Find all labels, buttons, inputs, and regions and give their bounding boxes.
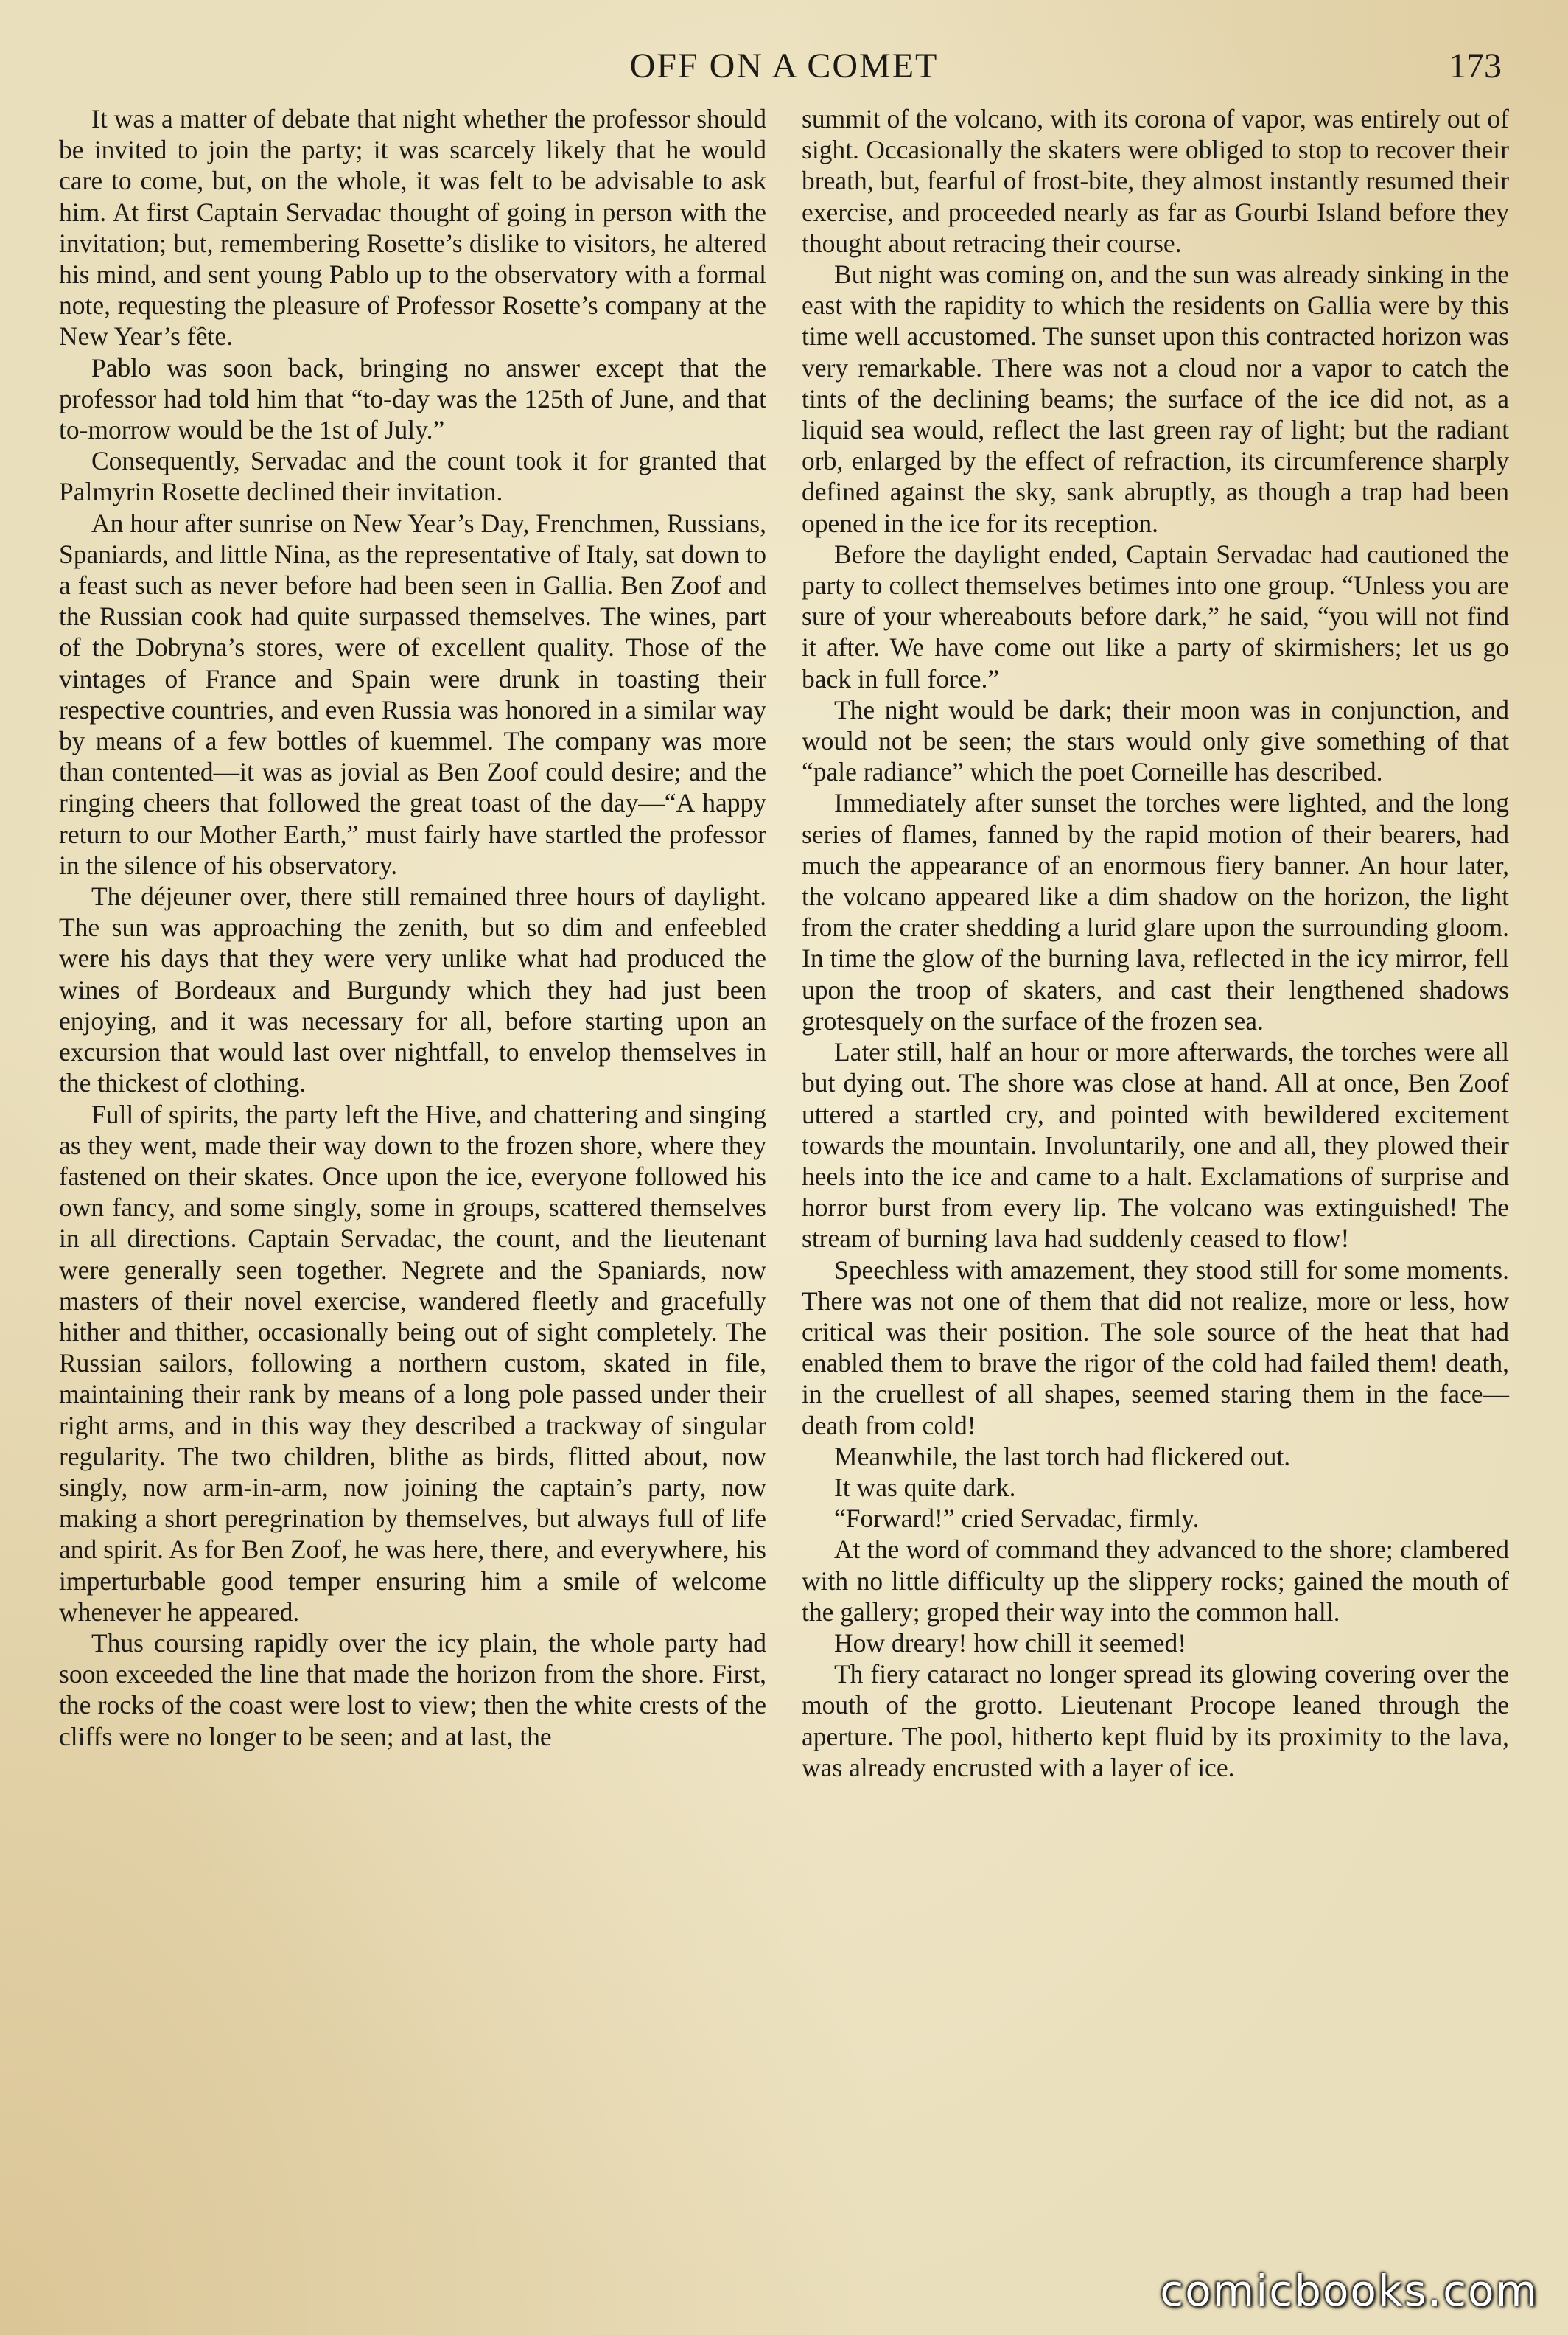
- paragraph: The night would be dark; their moon was in conjunction, and would not be seen; the stars would only give something of that “pale radiance” which the poet Corneille has described.: [802, 694, 1509, 787]
- running-title: OFF ON A COMET: [629, 46, 939, 85]
- paragraph: Pablo was soon back, bringing no answer except that the professor had told him that “to-day was the 125th of June, and that to-morrow would be the 1st of July.”: [59, 352, 766, 445]
- paragraph: Thus coursing rapidly over the icy plain, the whole party had soon exceeded the line that made the horizon from the shore. First, the rocks of the coast were lost to view; then the white crests of the cliffs were no longer to be seen; and at last, the: [59, 1627, 766, 1751]
- site-watermark: comicbooks.com: [1160, 2266, 1539, 2316]
- paragraph: Immediately after sunset the torches were lighted, and the long series of flames, fanned by the rapid motion of their bearers, had much the appearance of an enormous fiery banner. An hour later, the volcano appeared like a dim shadow on the horizon, the light from the crater shedding a lurid glare upon the surrounding gloom. In time the glow of the burning lava, reflected in the icy mirror, fell upon the troop of skaters, and cast their lengthened shadows grotesquely on the surface of the frozen sea.: [802, 788, 1509, 1036]
- paragraph: It was quite dark.: [834, 1472, 1016, 1502]
- paragraph: Meanwhile, the last torch had flickered out.: [834, 1441, 1291, 1471]
- left-column: [59, 103, 766, 1752]
- paragraph: Before the daylight ended, Captain Servadac had cautioned the party to collect themselves betimes into one group. “Unless you are sure of your whereabouts before dark,” he said, “you will not find it after. We have come out like a party of skirmishers; let us go back in full force.”: [802, 539, 1509, 694]
- paragraph-continued: summit of the volcano, with its corona of vapor, was entirely out of sight. Occasionally the skaters were obliged to stop to recover their breath, but, fearful of frost-bite, they almost instantly resumed their exercise, and proceeded nearly as far as Gourbi Island before they thought about retracing their course.: [802, 104, 1509, 258]
- paragraph: It was a matter of debate that night whether the professor should be invited to join the party; it was scarcely likely that he would care to come, but, on the whole, it was felt to be advisable to ask him. At first Captain Servadac thought of going in person with the invitation; but, remembering Rosette’s dislike to visitors, he altered his mind, and sent young Pablo up to the observatory with a formal note, requesting the pleasure of Professor Rosette’s company at the New Year’s fête.: [59, 104, 766, 352]
- paragraph: “Forward!” cried Servadac, firmly.: [834, 1504, 1200, 1534]
- paragraph: But night was coming on, and the sun was already sinking in the east with the rapidity to which the residents on Gallia were by this time well accustomed. The sunset upon this contracted horizon was very remarkable. There was not a cloud nor a vapor to catch the tints of the declining beams; the surface of the ice did not, as a liquid sea would, reflect the last green ray of light; but the radiant orb, enlarged by the effect of refraction, its circumference sharply defined against the sky, sank abruptly, as though a trap had been opened in the ice for its reception.: [802, 259, 1509, 538]
- paragraph: Consequently, Servadac and the count took it for granted that Palmyrin Rosette declined their invitation.: [59, 446, 766, 507]
- paragraph: The déjeuner over, there still remained three hours of daylight. The sun was approaching the zenith, but so dim and enfeebled were his days that they were very unlike what had produced the wines of Bordeaux and Burgundy which they had just been enjoying, and it was necessary for all, before starting upon an excursion that would last over nightfall, to envelop themselves in the thickest of clothing.: [59, 882, 766, 1098]
- paragraph: How dreary! how chill it seemed!: [834, 1627, 1187, 1658]
- paragraph: At the word of command they advanced to the shore; clambered with no little difficulty up the slippery rocks; gained the mouth of the gallery; groped their way into the common hall.: [802, 1535, 1509, 1627]
- paragraph: Th fiery cataract no longer spread its glowing covering over the mouth of the grotto. Lieutenant Procope leaned through the aperture. The pool, hitherto kept fluid by its proximity to the lava, was already encrusted with a layer of ice.: [802, 1659, 1509, 1782]
- paragraph: Speechless with amazement, they stood still for some moments. There was not one of them that did not realize, more or less, how critical was their position. The sole source of the heat that had enabled them to brave the rigor of the cold had failed them! death, in the cruellest of all shapes, seemed staring them in the face—death from cold!: [802, 1254, 1509, 1440]
- paragraph: An hour after sunrise on New Year’s Day, Frenchmen, Russians, Spaniards, and little Nina, as the representative of Italy, sat down to a feast such as never before had been seen in Gallia. Ben Zoof and the Russian cook had quite surpassed themselves. The wines, part of the Dobryna’s stores, were of excellent quality. Those of the vintages of France and Spain were drunk in toasting their respective countries, and even Russia was honored in a similar way by means of a few bottles of kuemmel. The company was more than contented—it was as jovial as Ben Zoof could desire; and the ringing cheers that followed the great toast of the day—“A happy return to our Mother Earth,” must fairly have startled the professor in the silence of his observatory.: [59, 508, 766, 880]
- paragraph: Full of spirits, the party left the Hive, and chattering and singing as they went, made their way down to the frozen shore, where they fastened on their skates. Once upon the ice, everyone followed his own fancy, and some singly, some in groups, scattered themselves in all directions. Captain Servadac, the count, and the lieutenant were generally seen together. Negrete and the Spaniards, now masters of their novel exercise, wandered fleetly and gracefully hither and thither, occasionally being out of sight completely. The Russian sailors, following a northern custom, skated in file, maintaining their rank by means of a long pole passed under their right arms, and in this way they described a trackway of singular regularity. The two children, blithe as birds, flitted about, now singly, now arm-in-arm, now joining the captain’s party, now making a short peregrination by themselves, but always full of life and spirit. As for Ben Zoof, he was here, there, and everywhere, his imperturbable good temper ensuring him a smile of welcome whenever he appeared.: [59, 1099, 766, 1627]
- right-column: [802, 103, 1509, 1783]
- paragraph: Later still, half an hour or more afterwards, the torches were all but dying out. The shore was close at hand. All at once, Ben Zoof uttered a startled cry, and pointed with bewildered excitement towards the mountain. Involuntarily, one and all, they plowed their heels into the ice and came to a halt. Exclamations of surprise and horror burst from every lip. The volcano was extinguished! The stream of burning lava had suddenly ceased to flow!: [802, 1037, 1509, 1254]
- page-number: 173: [1449, 46, 1502, 85]
